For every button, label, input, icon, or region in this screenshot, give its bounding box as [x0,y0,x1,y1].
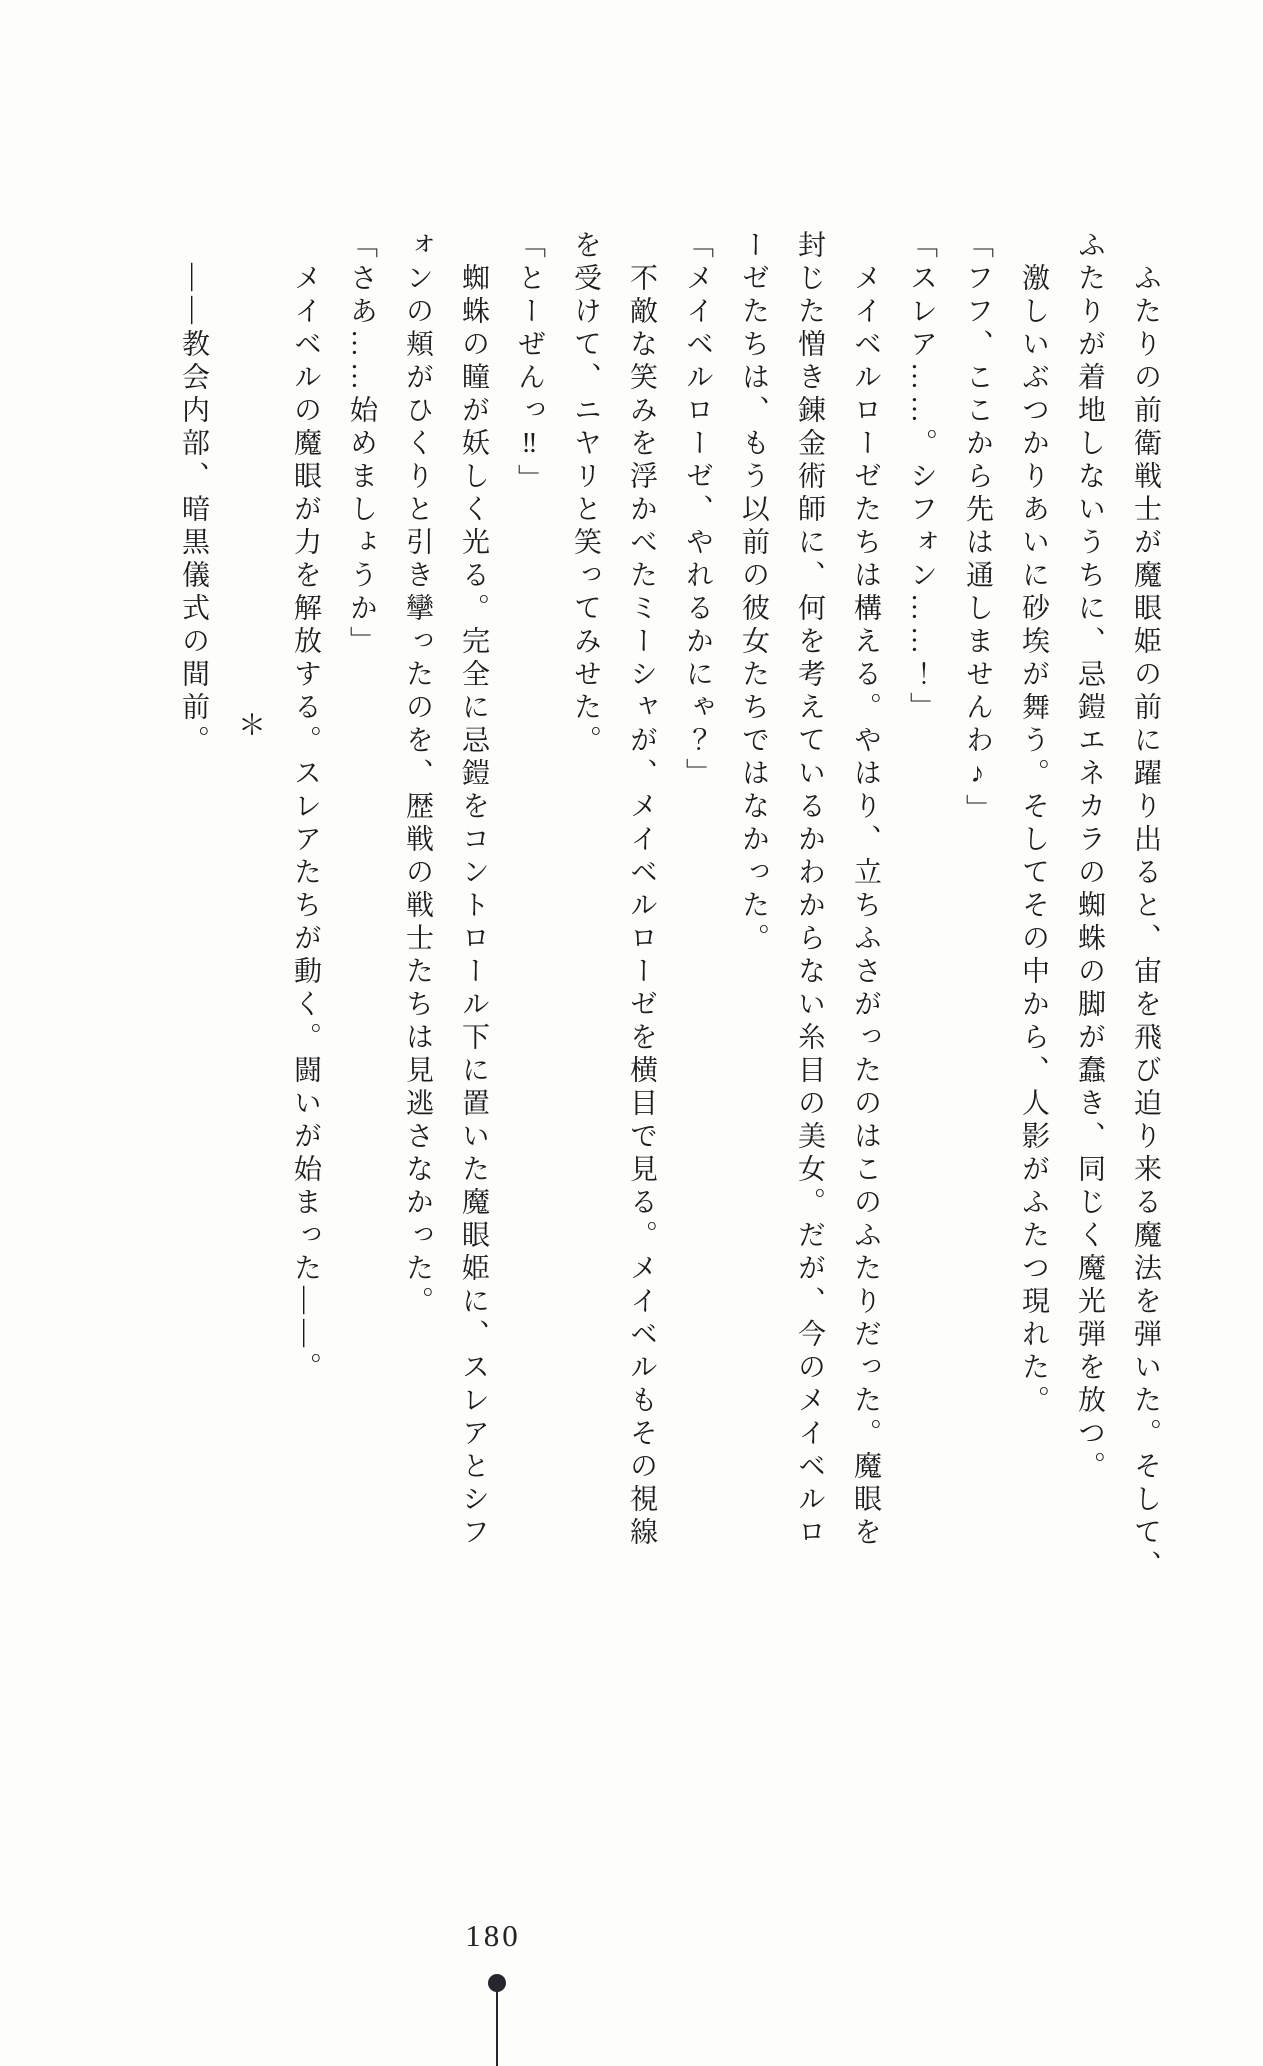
page-text [165,230,1173,1990]
scene-break-asterisk: ＊ [234,710,265,743]
text-line: ーゼたちは、もう以前の彼女たちではなかった。 [738,230,769,956]
dialogue-line: 「フフ、ここから先は通しませんわ♪」 [962,230,993,827]
text-line: を受けて、ニヤリと笑ってみせた。 [570,230,601,758]
text-line: ふたりが着地しないうちに、忌鎧エネカラの蜘蛛の脚が蠢き、同じく魔光弾を放つ。 [1074,230,1105,1484]
text-line: 蜘蛛の瞳が妖しく光る。完全に忌鎧をコントロール下に置いた魔眼姫に、スレアとシフ [458,230,489,1550]
dialogue-line: 「さあ……始めましょうか」 [346,230,377,659]
text-line: ふたりの前衛戦士が魔眼姫の前に躍り出ると、宙を飛び迫り来る魔法を弾いた。そして、 [1130,230,1161,1583]
page-ornament-line [496,1991,498,2066]
page-ornament-dot-icon [488,1974,506,1992]
text-line: メイベルローゼたちは構える。やはり、立ちふさがったのはこのふたりだった。魔眼を [850,230,881,1550]
text-line: 不敵な笑みを浮かべたミーシャが、メイベルローゼを横目で見る。メイベルもその視線 [626,230,657,1550]
text-line: ォンの頬がひくりと引き攣ったのを、歴戦の戦士たちは見逃さなかった。 [402,230,433,1319]
dialogue-line: 「とーぜんっ‼」 [514,230,545,497]
text-line: 激しいぶつかりあいに砂埃が舞う。そしてその中から、人影がふたつ現れた。 [1018,230,1049,1418]
dialogue-line: 「スレア……。シフォン……！」 [906,230,937,725]
text-line: 封じた憎き錬金術師に、何を考えているかわからない糸目の美女。だが、今のメイベルロ [794,230,825,1550]
dialogue-line: 「メイベルローゼ、やれるかにゃ？」 [682,230,713,791]
page-number: 180 [465,1918,521,1953]
text-line: ——教会内部、暗黒儀式の間前。 [178,230,209,758]
text-line: メイベルの魔眼が力を解放する。スレアたちが動く。闘いが始まった——。 [290,230,321,1385]
